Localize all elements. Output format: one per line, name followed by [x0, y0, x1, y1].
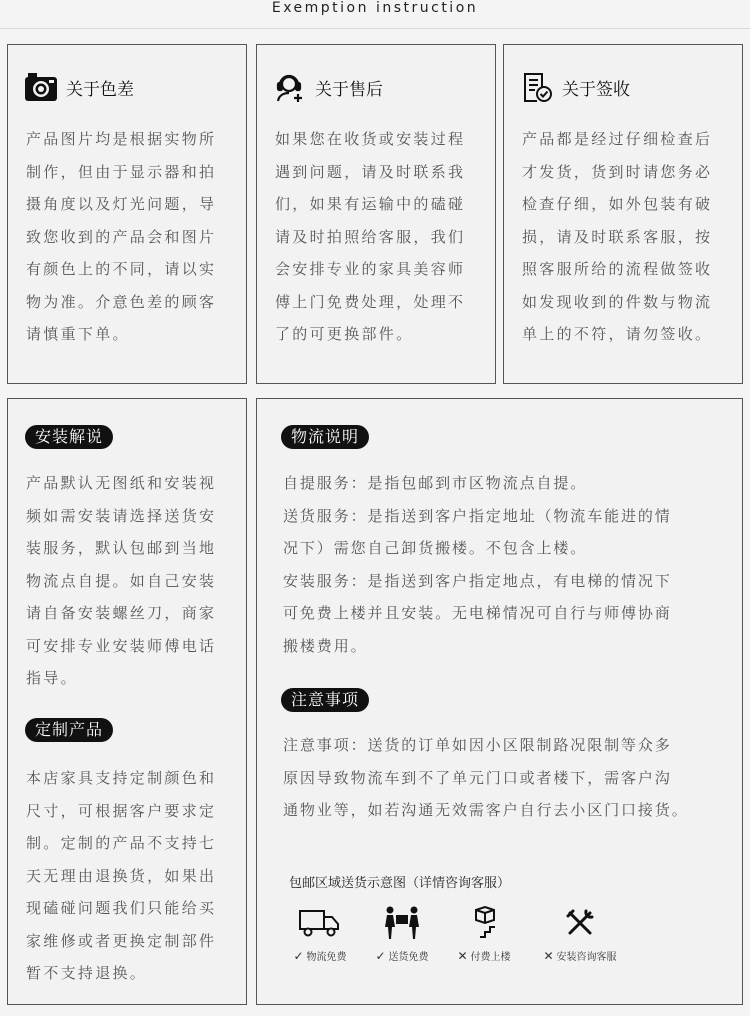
after-sales-card [256, 44, 496, 384]
card-body: 如果您在收货或安装过程 遇到问题，请及时联系我 们，如果有运输中的磕碰 请及时拍照给客服，我们 会安排专业的家具美容师 傅上门免费处理，处理不 了的可更换部件。 [275, 130, 466, 343]
install-heading: 安装解说 [25, 425, 113, 449]
installation-card [7, 398, 247, 1005]
card-title: 关于售后 [315, 79, 383, 100]
delivery-item: ✕ 安装咨询客服 [535, 904, 625, 963]
card-body: 产品都是经过仔细检查后 才发货，货到时请您务必 检查仔细，如外包装有破 损，请及时联系客服，按 照客服所给的流程做签收 如发现收到的件数与物流 单上的不符，请勿签收。 [522, 130, 713, 343]
delivery-people-icon [357, 904, 447, 942]
install-body: 产品默认无图纸和安装视 频如需安装请选择送货安 装服务，默认包邮到当地 物流点自提。如自己安装 请自备安装螺丝刀，商家 可安排专业安装师傅电话 指导。 [26, 474, 217, 687]
card-body: 产品图片均是根据实物所 制作，但由于显示器和拍 摄角度以及灯光问题，导 致您收到的产品会和图片 有颜色上的不同，请以实 物为准。介意色差的顾客 请慎重下单。 [26, 130, 217, 343]
delivery-item: ✕ 付费上楼 [439, 904, 529, 963]
checklist-icon [520, 70, 554, 104]
camera-icon [24, 70, 58, 104]
truck-icon [275, 904, 365, 942]
support-agent-icon [273, 70, 307, 104]
logistics-card [256, 398, 743, 1005]
page-title: Exemption instruction [271, 0, 479, 16]
sign-for-card [503, 44, 743, 384]
header-divider [0, 28, 750, 29]
box-stairs-icon [439, 904, 529, 942]
notice-heading: 注意事项 [281, 688, 369, 712]
tools-icon [535, 904, 625, 942]
logistics-body: 自提服务：是指包邮到市区物流点自提。 送货服务：是指送到客户指定地址（物流车能进的情 况下）需您自己卸货搬楼。不包含上楼。 安装服务：是指送到客户指定地点，有电梯的情况下 可免费上楼并且安装。无电梯情况可自行与师傅协商 搬楼费用。 [283, 474, 672, 655]
card-title: 关于色差 [66, 79, 134, 100]
notice-body: 注意事项：送货的订单如因小区限制路况限制等众多 原因导致物流车到不了单元门口或者楼下，需客户沟 通物业等，如若沟通无效需客户自行去小区门口接货。 [283, 736, 689, 819]
color-difference-card [7, 44, 247, 384]
delivery-diagram-title: 包邮区域送货示意图（详情咨询客服） [289, 876, 511, 891]
delivery-item: ✓ 物流免费 [275, 904, 365, 963]
custom-heading: 定制产品 [25, 718, 113, 742]
card-title: 关于签收 [562, 79, 630, 100]
custom-body: 本店家具支持定制颜色和 尺寸，可根据客户要求定 制。定制的产品不支持七 天无理由退换货，如果出 现磕碰问题我们只能给买 家维修或者更换定制部件 暂不支持退换。 [26, 769, 217, 982]
delivery-item: ✓ 送货免费 [357, 904, 447, 963]
logistics-heading: 物流说明 [281, 425, 369, 449]
